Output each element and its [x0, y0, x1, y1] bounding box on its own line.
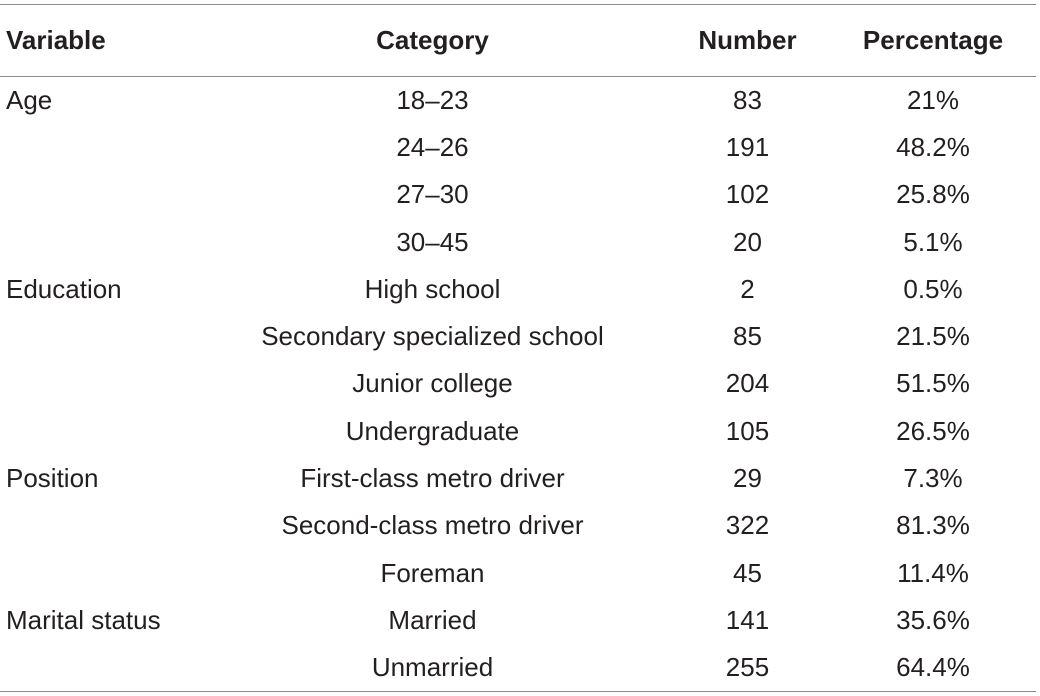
table-header: [0, 5, 1036, 77]
table-row: [0, 597, 1036, 644]
cell-variable: [0, 218, 200, 265]
cell-percentage: 21%: [906, 84, 960, 115]
table-row: [0, 455, 1036, 502]
cell-number: 191: [725, 131, 770, 162]
cell-variable: Marital status: [6, 604, 161, 635]
cell-number: 322: [725, 510, 770, 541]
cell-variable: Position: [6, 463, 99, 494]
table-row: [0, 408, 1036, 455]
header-category: Category: [200, 5, 665, 77]
cell-category: Married: [388, 604, 477, 635]
cell-category: Secondary specialized school: [261, 321, 604, 352]
cell-category: 18–23: [396, 84, 469, 115]
cell-variable: [0, 124, 200, 171]
cell-number: 20: [733, 226, 762, 257]
cell-percentage: 5.1%: [903, 226, 963, 257]
table-row: [0, 124, 1036, 171]
header-number: Number: [665, 5, 830, 77]
cell-variable: [0, 313, 200, 360]
cell-number: 83: [733, 84, 762, 115]
cell-category: Undergraduate: [345, 415, 520, 446]
table-row: [0, 77, 1036, 124]
table-row: [0, 549, 1036, 596]
table-row: [0, 502, 1036, 549]
cell-number: 141: [725, 604, 770, 635]
cell-number: 85: [733, 321, 762, 352]
cell-percentage: 0.5%: [903, 273, 963, 304]
cell-category: Unmarried: [200, 644, 665, 691]
cell-variable: [0, 644, 200, 691]
cell-percentage: 64.4%: [830, 644, 1036, 691]
cell-category: High school: [364, 273, 501, 304]
cell-variable: [0, 408, 200, 455]
table-row: [0, 313, 1036, 360]
cell-number: 105: [725, 415, 770, 446]
cell-category: Foreman: [380, 557, 485, 588]
cell-category: 30–45: [396, 226, 469, 257]
table-row: [0, 171, 1036, 218]
cell-percentage: 11.4%: [897, 557, 969, 588]
cell-percentage: 51.5%: [896, 368, 970, 399]
table-row: [0, 644, 1036, 691]
table-row: [0, 266, 1036, 313]
cell-variable: [0, 549, 200, 596]
table-row: [0, 218, 1036, 265]
cell-category: Junior college: [352, 368, 513, 399]
header-percentage: Percentage: [830, 5, 1036, 77]
cell-number: 102: [725, 179, 770, 210]
cell-percentage: 25.8%: [896, 179, 970, 210]
cell-category: Second-class metro driver: [281, 510, 584, 541]
cell-variable: Age: [6, 84, 53, 115]
cell-number: 45: [733, 557, 762, 588]
cell-variable: [0, 502, 200, 549]
cell-variable: [0, 171, 200, 218]
header-row: [0, 5, 1036, 77]
cell-number: 2: [740, 273, 755, 304]
cell-percentage: 81.3%: [896, 510, 970, 541]
cell-percentage: 26.5%: [896, 415, 970, 446]
cell-number: 255: [665, 644, 830, 691]
cell-percentage: 7.3%: [903, 463, 963, 494]
cell-number: 204: [725, 368, 770, 399]
demographics-table: [0, 4, 1036, 692]
cell-percentage: 35.6%: [896, 604, 970, 635]
cell-number: 29: [733, 463, 762, 494]
cell-percentage: 21.5%: [896, 321, 970, 352]
cell-category: First-class metro driver: [300, 463, 565, 494]
table-row: [0, 360, 1036, 407]
cell-variable: Education: [6, 273, 122, 304]
cell-variable: [0, 360, 200, 407]
table-body: [0, 77, 1036, 692]
cell-category: 24–26: [396, 131, 469, 162]
cell-percentage: 48.2%: [896, 131, 970, 162]
cell-category: 27–30: [396, 179, 469, 210]
header-variable: Variable: [0, 5, 200, 77]
